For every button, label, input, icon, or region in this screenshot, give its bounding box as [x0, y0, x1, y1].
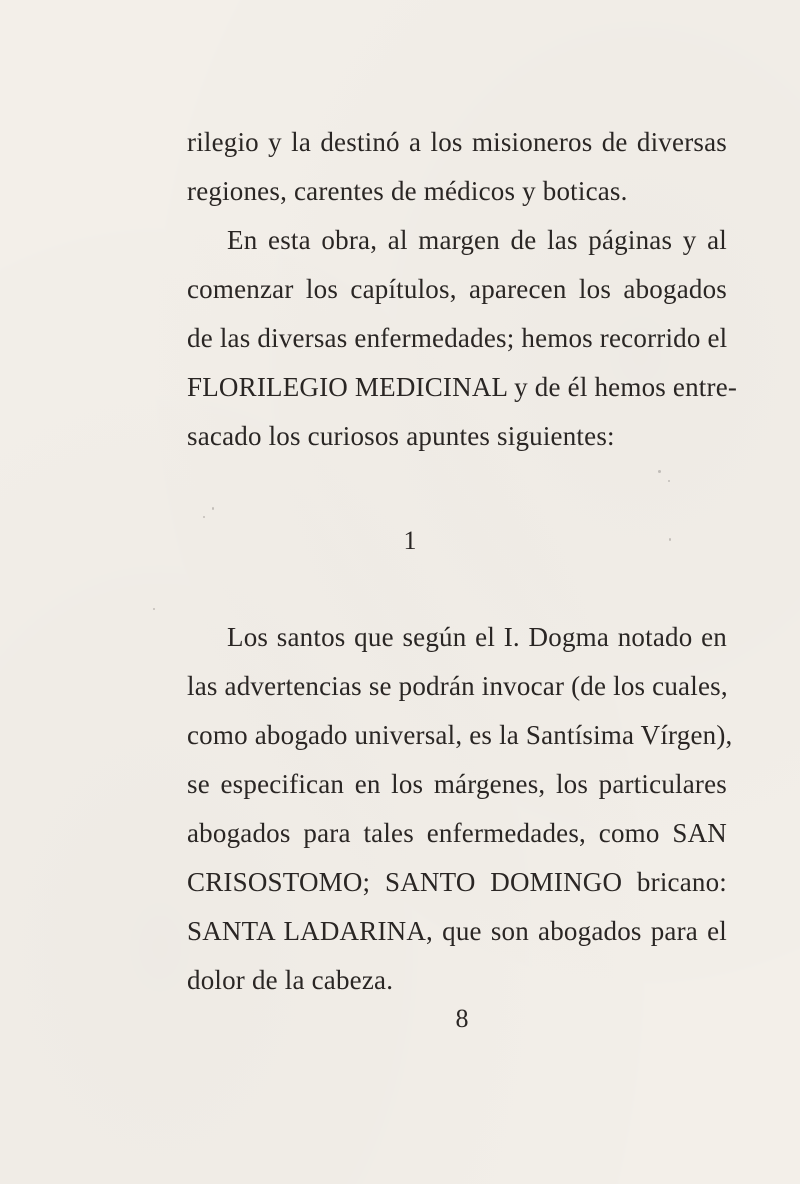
section-number: 1: [403, 526, 417, 555]
text-line: comenzar los capítulos, aparecen los abogados: [187, 274, 727, 304]
text-line: CRISOSTOMO; SANTO DOMINGO bricano:: [187, 867, 727, 897]
text-line: rilegio y la destinó a los misioneros de diversas: [187, 127, 727, 157]
paper-speck: [203, 516, 205, 518]
text-line: dolor de la cabeza.: [187, 965, 394, 995]
page-number: 8: [455, 1004, 469, 1033]
text-line: Los santos que según el I. Dogma notado en: [227, 622, 727, 652]
paper-speck: [669, 538, 671, 541]
paper-speck: [658, 470, 661, 473]
text-line: regiones, carentes de médicos y boticas.: [187, 176, 628, 206]
paper-speck: [212, 507, 214, 510]
paper-speck: [153, 608, 155, 610]
text-line: En esta obra, al margen de las páginas y al: [227, 225, 727, 255]
text-line: abogados para tales enfermedades, como SAN: [187, 818, 727, 848]
text-line: FLORILEGIO MEDICINAL y de él hemos entre-: [187, 372, 738, 402]
text-line: de las diversas enfermedades; hemos recorrido el: [187, 323, 728, 353]
paper-speck: [668, 480, 670, 482]
text-line: como abogado universal, es la Santísima Vírgen),: [187, 720, 733, 750]
text-line: SANTA LADARINA, que son abogados para el: [187, 916, 727, 946]
text-line: las advertencias se podrán invocar (de los cuales,: [187, 671, 728, 701]
text-line: se especifican en los márgenes, los particulares: [187, 769, 727, 799]
lower-text-block: [187, 613, 733, 1005]
upper-text-block: [187, 118, 738, 461]
text-line: sacado los curiosos apuntes siguientes:: [187, 421, 615, 451]
